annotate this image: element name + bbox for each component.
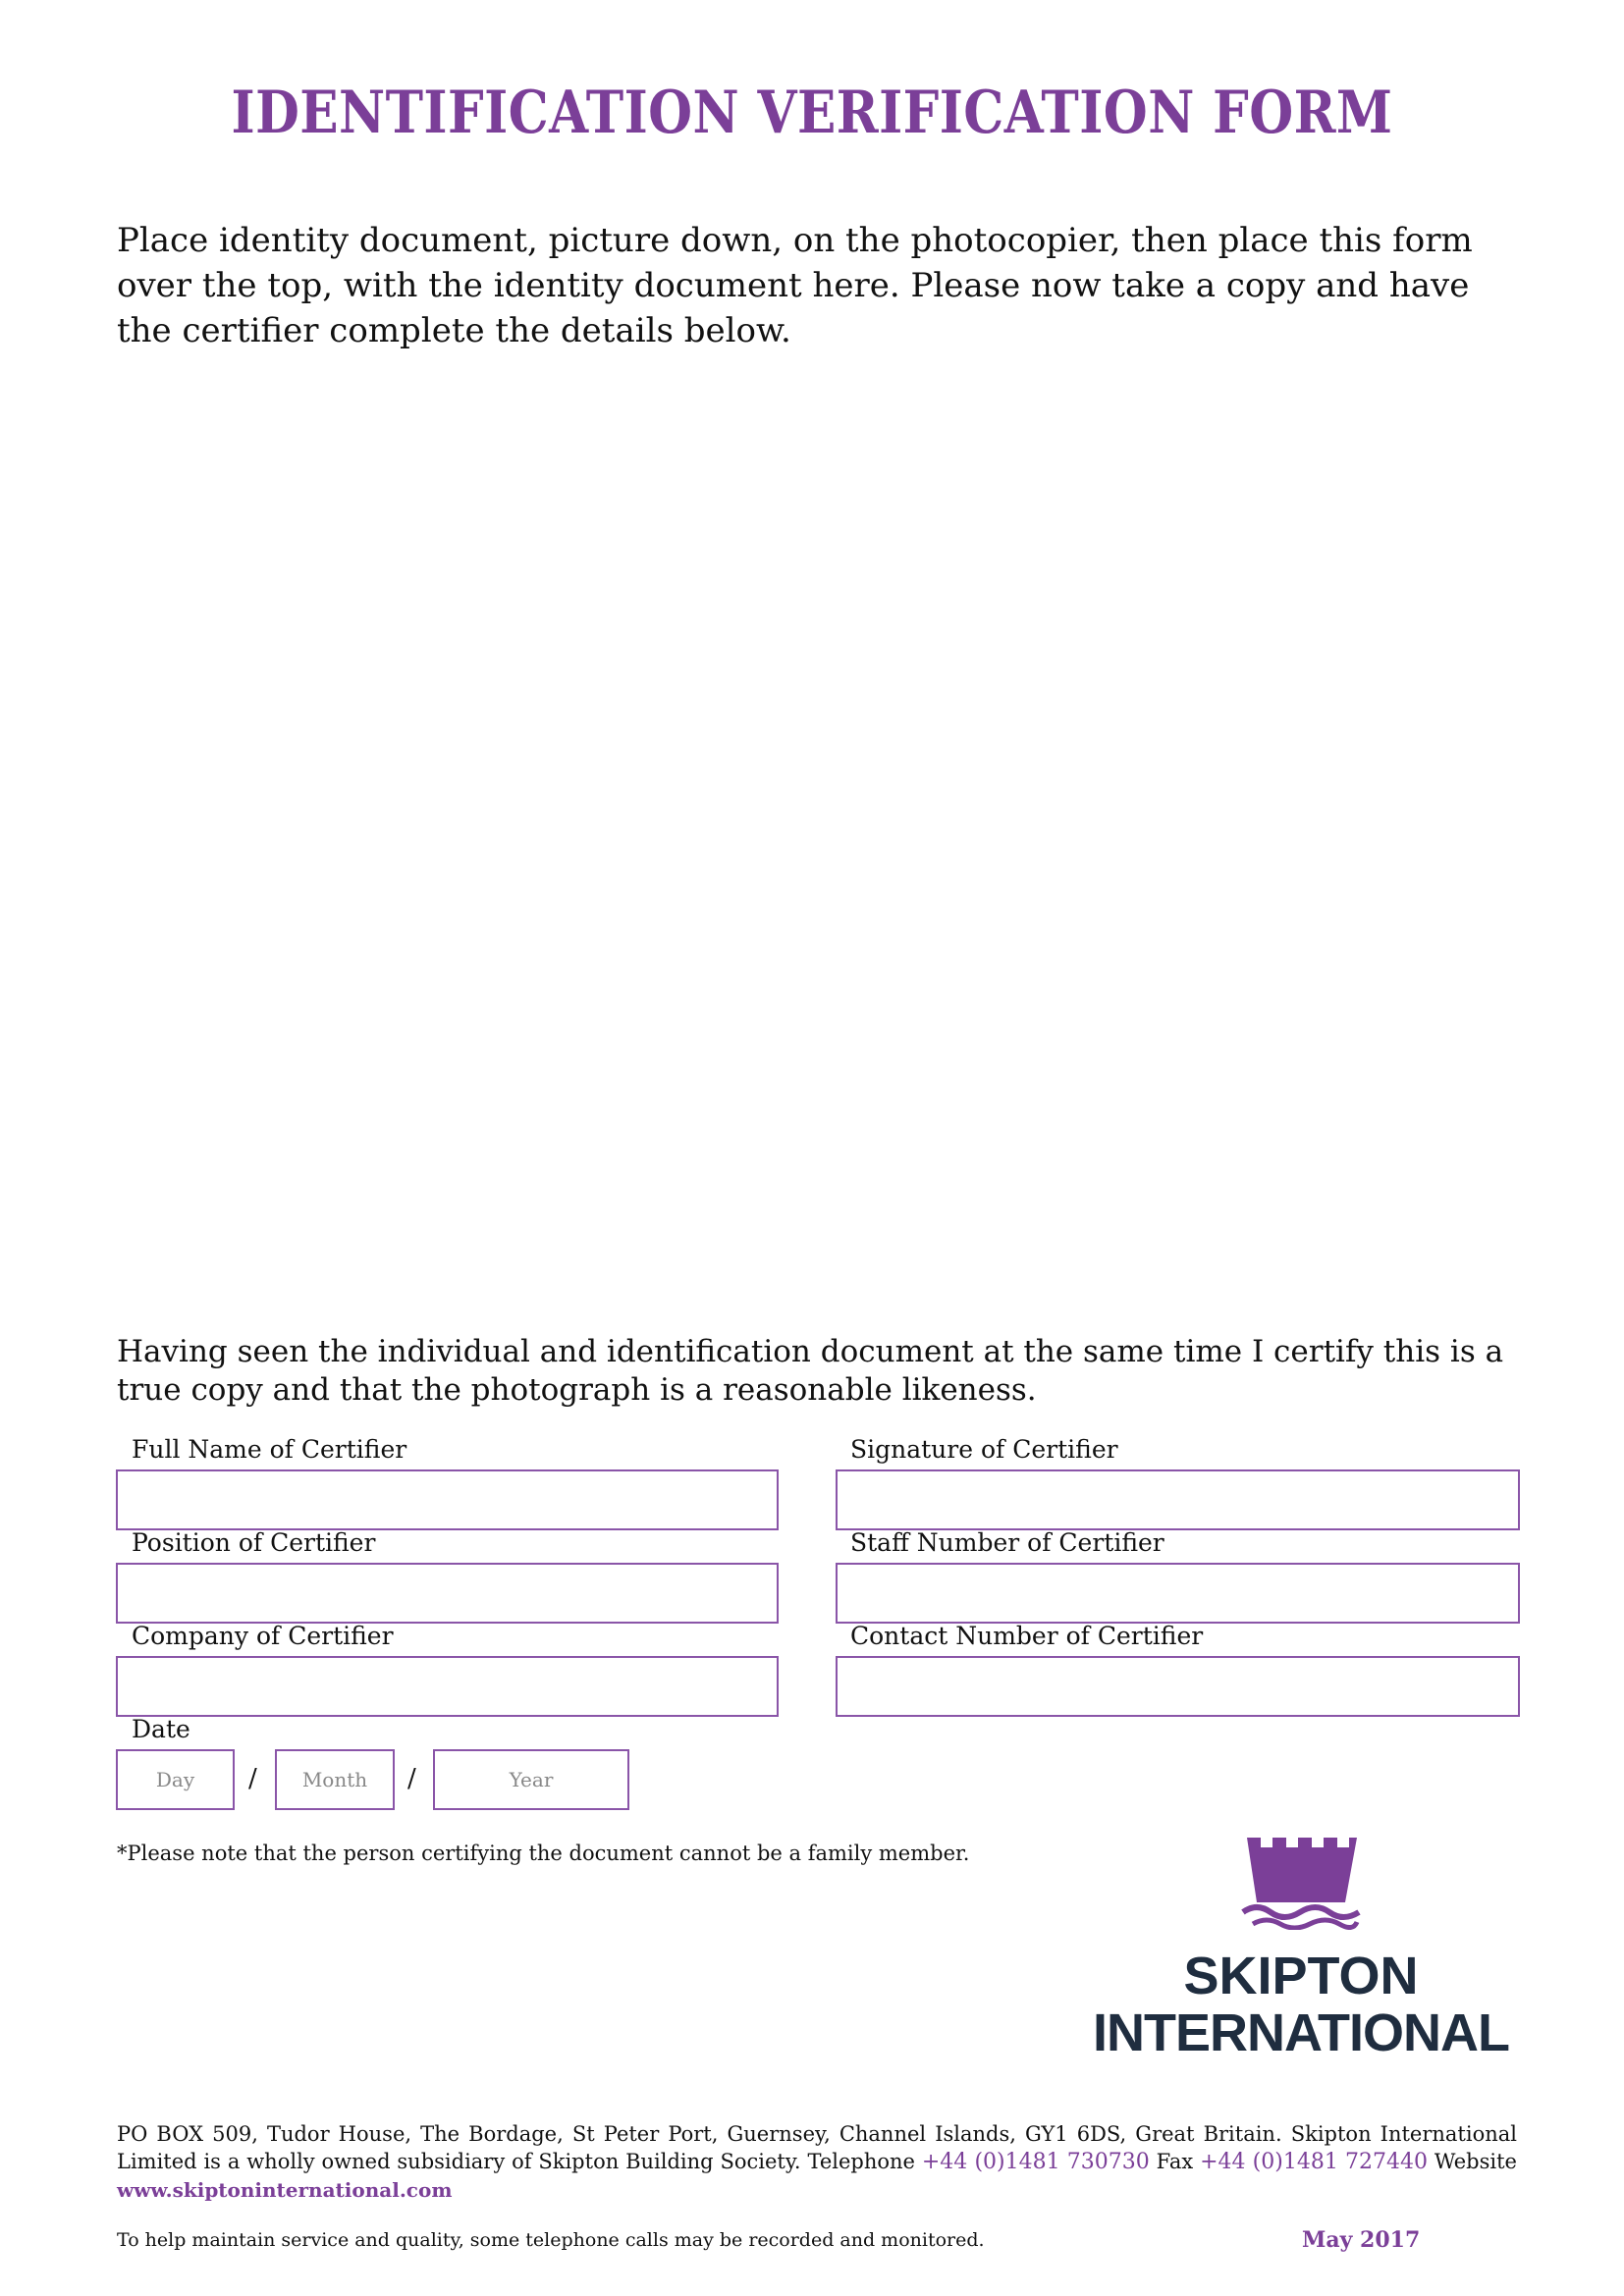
contact-number-label: Contact Number of Certifier	[850, 1622, 1204, 1650]
position-label: Position of Certifier	[132, 1528, 376, 1557]
date-label: Date	[132, 1715, 190, 1743]
company-label: Company of Certifier	[132, 1622, 394, 1650]
form-title: IDENTIFICATION VERIFICATION FORM	[231, 79, 1393, 147]
footer-address-text: PO BOX 509, Tudor House, The Bordage, St Peter Port, Guernsey, Channel Islands, GY1 6DS, Great Britain. Skipton International Limited is a wholly owned subsidiary of Skipton Building Society. Telephone	[117, 2122, 1517, 2173]
monitoring-notice: To help maintain service and quality, some telephone calls may be recorded and monitored.	[117, 2229, 985, 2251]
staff-number-label: Staff Number of Certifier	[850, 1528, 1164, 1557]
date-separator: /	[407, 1764, 416, 1793]
full-name-label: Full Name of Certifier	[132, 1435, 407, 1464]
website-link[interactable]: www.skiptoninternational.com	[117, 2178, 453, 2202]
family-member-note: *Please note that the person certifying the document cannot be a family member.	[117, 1842, 970, 1865]
fax-label: Fax	[1156, 2150, 1194, 2173]
day-field[interactable]: Day	[116, 1749, 235, 1810]
fax-number: +44 (0)1481 727440	[1200, 2150, 1428, 2174]
date-separator: /	[248, 1764, 257, 1793]
website-label: Website	[1434, 2150, 1517, 2173]
footer-address	[117, 2120, 1517, 2204]
year-field[interactable]: Year	[433, 1749, 629, 1810]
logo-skipton: SKIPTON	[1183, 1947, 1419, 2005]
signature-field[interactable]	[836, 1469, 1520, 1530]
certification-statement: Having seen the individual and identification document at the same time I certify this is a true copy and that the photograph is a reasonable likeness.	[117, 1334, 1504, 1408]
telephone-number: +44 (0)1481 730730	[921, 2150, 1150, 2174]
company-field[interactable]	[116, 1656, 779, 1717]
intro-instructions: Place identity document, picture down, on the photocopier, then place this form over the top, with the identity document here. Please now take a copy and have the certifier complete the details below.	[117, 221, 1473, 350]
issue-date: May 2017	[1302, 2227, 1421, 2253]
logo-international: INTERNATIONAL	[1093, 2003, 1509, 2062]
position-field[interactable]	[116, 1563, 779, 1624]
signature-label: Signature of Certifier	[850, 1435, 1118, 1464]
contact-number-field[interactable]	[836, 1656, 1520, 1717]
staff-number-field[interactable]	[836, 1563, 1520, 1624]
month-field[interactable]: Month	[275, 1749, 395, 1810]
full-name-field[interactable]	[116, 1469, 779, 1530]
castle-logo-icon	[1239, 1838, 1363, 1930]
